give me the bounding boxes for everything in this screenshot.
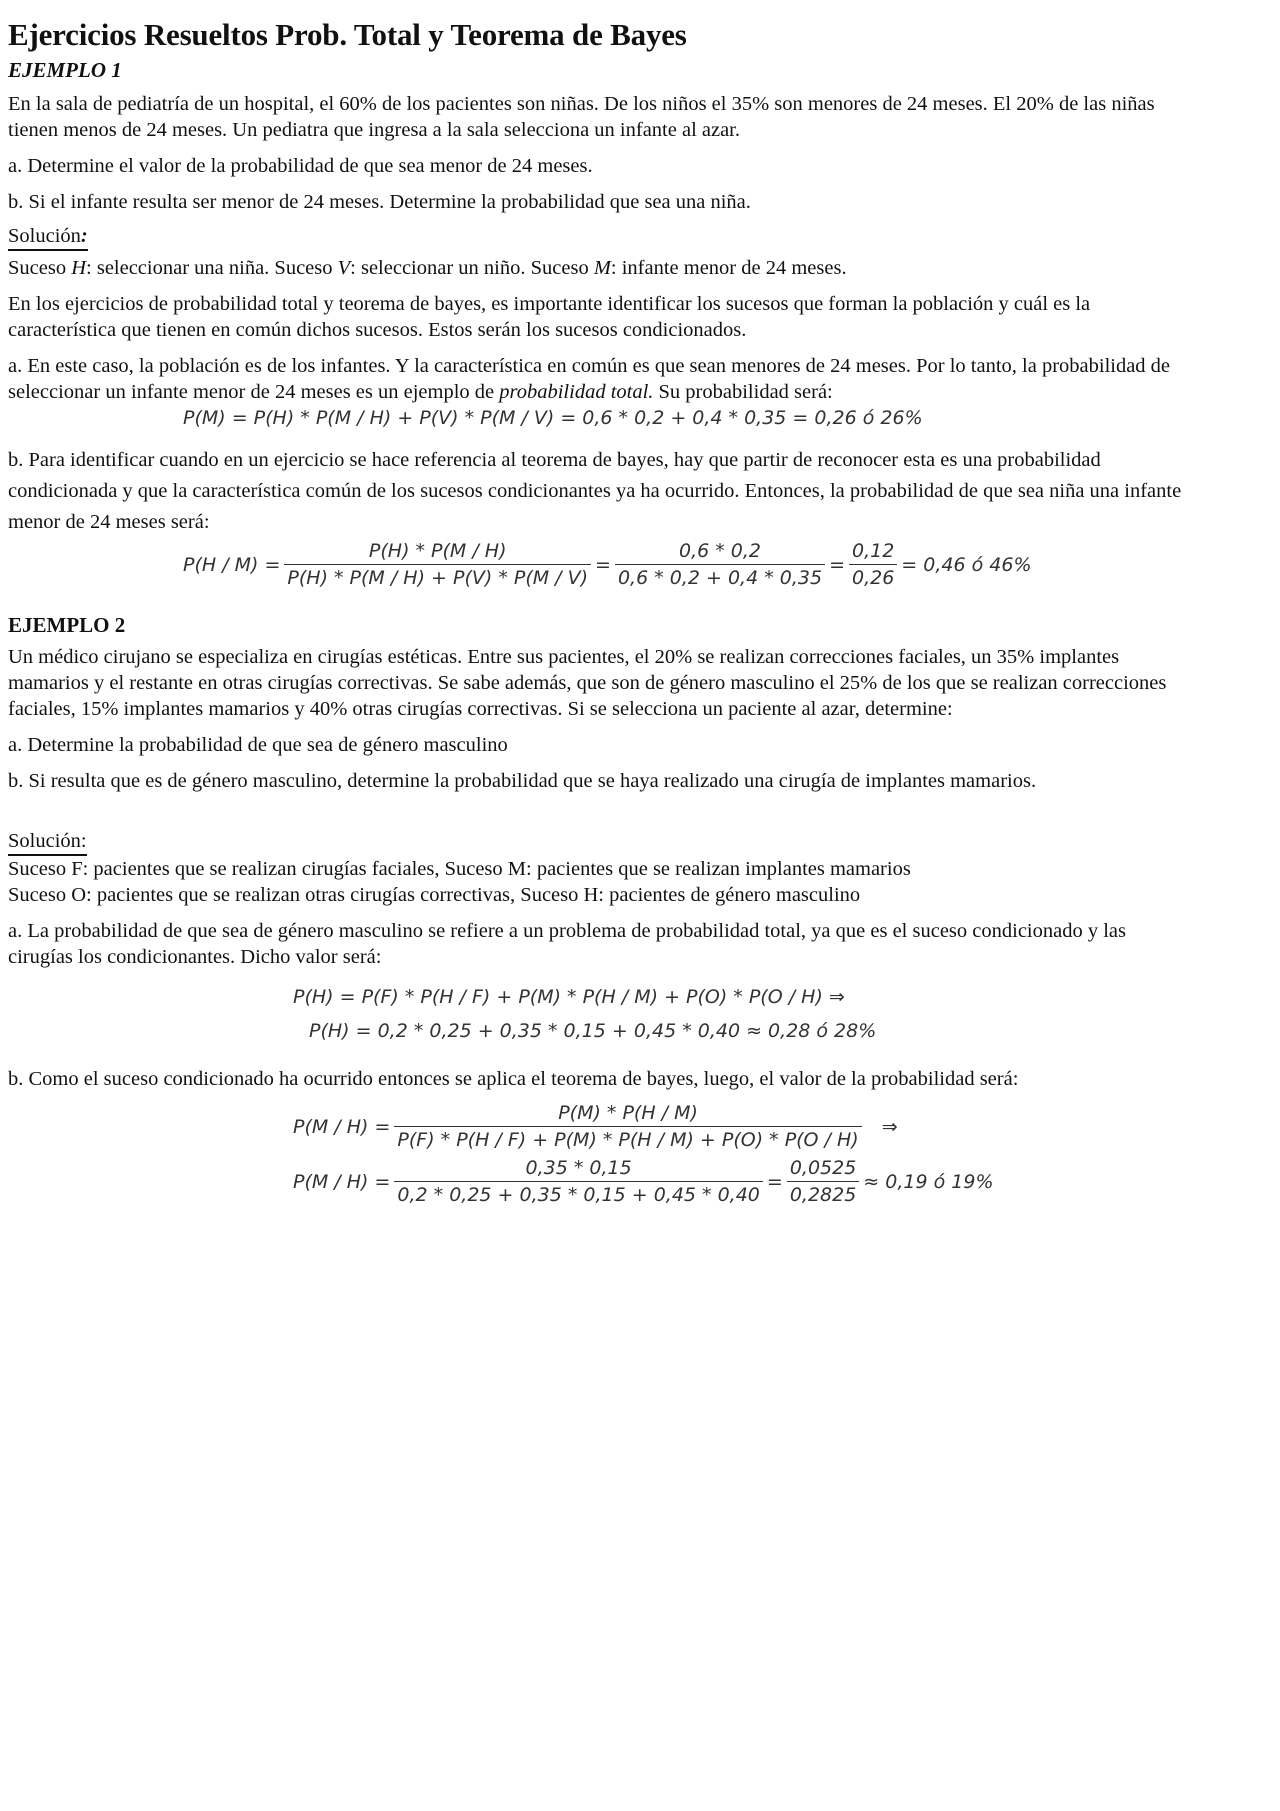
- formula-bayes-2: P(M / H) = $\frac{P(M) * P(H / M)}{P(F) * P(H / F) + P(M) * P(H / M) + P(O) * P(O / H)}$ ⇒: [293, 1102, 898, 1152]
- example-2-heading: EJEMPLO 2: [8, 613, 126, 638]
- example-1-heading: EJEMPLO 1: [8, 58, 122, 83]
- example-2-question-b: b. Si resulta que es de género masculino, determine la probabilidad que se haya realizado una cirugía de implantes mamarios.: [8, 770, 1037, 793]
- example-1-statement: En la sala de pediatría de un hospital, el 60% de los pacientes son niñas. De los niños el 35% son menores de 24 meses. El 20% de las niñas tienen menos de 24 meses. Un pediatra que ingresa a la sala selecciona un infante al azar.: [8, 93, 1155, 142]
- example-1-question-a: a. Determine el valor de la probabilidad de que sea menor de 24 meses.: [8, 155, 593, 178]
- example-1-events: Suceso H: seleccionar una niña. Suceso V: seleccionar un niño. Suceso M: infante menor de 24 meses.: [8, 257, 847, 280]
- document: [8, 18, 1188, 1206]
- formula-bayes-2-values: P(M / H) = $\frac{0,35 * 0,15}{0,2 * 0,25 + 0,35 * 0,15 + 0,45 * 0,40}$ = $\frac{0,0525}{0,2825}$ ≈ 0,19 ó 19%: [293, 1157, 994, 1207]
- example-2-statement: Un médico cirujano se especializa en cirugías estéticas. Entre sus pacientes, el 20% se realizan correcciones faciales, un 35% implantes mamarios y el restante en otras cirugías correctivas. Se sabe además, que son de género masculino el 25% de los que se realizan correcciones faciales, 15% implantes mamarios y 40% otras cirugías correctivas. Si se selecciona un paciente al azar, determine:: [8, 646, 1167, 721]
- example-2-answer-b: b. Como el suceso condicionado ha ocurrido entonces se aplica el teorema de bayes, luego, el valor de la probabilidad será:: [8, 1068, 1019, 1091]
- example-2-question-a: a. Determine la probabilidad de que sea de género masculino: [8, 734, 508, 757]
- example-1-intro: En los ejercicios de probabilidad total y teorema de bayes, es importante identificar los sucesos que forman la población y cuál es la característica que tienen en común dichos sucesos. Estos serán los sucesos condicionados.: [8, 293, 1091, 342]
- example-2-answer-a: a. La probabilidad de que sea de género masculino se refiere a un problema de probabilidad total, ya que es el suceso condicionado y las cirugías los condicionantes. Dicho valor será:: [8, 920, 1126, 969]
- formula-total-probability-2: P(H) = P(F) * P(H / F) + P(M) * P(H / M) + P(O) * P(O / H) ⇒ P(H) = 0,2 * 0,25 + 0,35 * 0,15 + 0,45 * 0,40 ≈ 0,28 ó 28%: [293, 986, 877, 1043]
- example-1-question-b: b. Si el infante resulta ser menor de 24 meses. Determine la probabilidad que sea una niña.: [8, 191, 751, 214]
- page-title: Ejercicios Resueltos Prob. Total y Teorema de Bayes: [8, 17, 687, 52]
- example-2-events: Suceso F: pacientes que se realizan cirugías faciales, Suceso M: pacientes que se realizan implantes mamarios Suceso O: pacientes que se realizan otras cirugías correctivas, Suceso H: pacientes de género masculino: [8, 858, 911, 907]
- example-1-answer-a: a. En este caso, la población es de los infantes. Y la característica en común es que sean menores de 24 meses. Por lo tanto, la probabilidad de seleccionar un infante menor de 24 meses es un ejemplo de probabilidad total. Su probabilidad será:: [8, 355, 1171, 404]
- example-2-solution-label: Solución:: [8, 830, 1188, 856]
- example-1-answer-b: b. Para identificar cuando en un ejercicio se hace referencia al teorema de bayes, hay que partir de reconocer esta es una probabilidad condicionada y que la característica común de los sucesos condicionantes ya ha ocurrido. Entonces, la probabilidad de que sea niña una infante menor de 24 meses será:: [8, 449, 1182, 534]
- formula-bayes-1: P(H / M) = $\frac{P(H) * P(M / H)}{P(H) * P(M / H) + P(V) * P(M / V)}$ = $\frac{0,6 * 0,2}{0,6 * 0,2 + 0,4 * 0,35}$ = $\frac{0,12}{0,26}$ = 0,46 ó 46%: [183, 540, 1032, 590]
- formula-total-probability-1: P(M) = P(H) * P(M / H) + P(V) * P(M / V) = 0,6 * 0,2 + 0,4 * 0,35 = 0,26 ó 26%: [183, 407, 923, 430]
- example-1-solution-label: Solución:: [8, 225, 1188, 251]
